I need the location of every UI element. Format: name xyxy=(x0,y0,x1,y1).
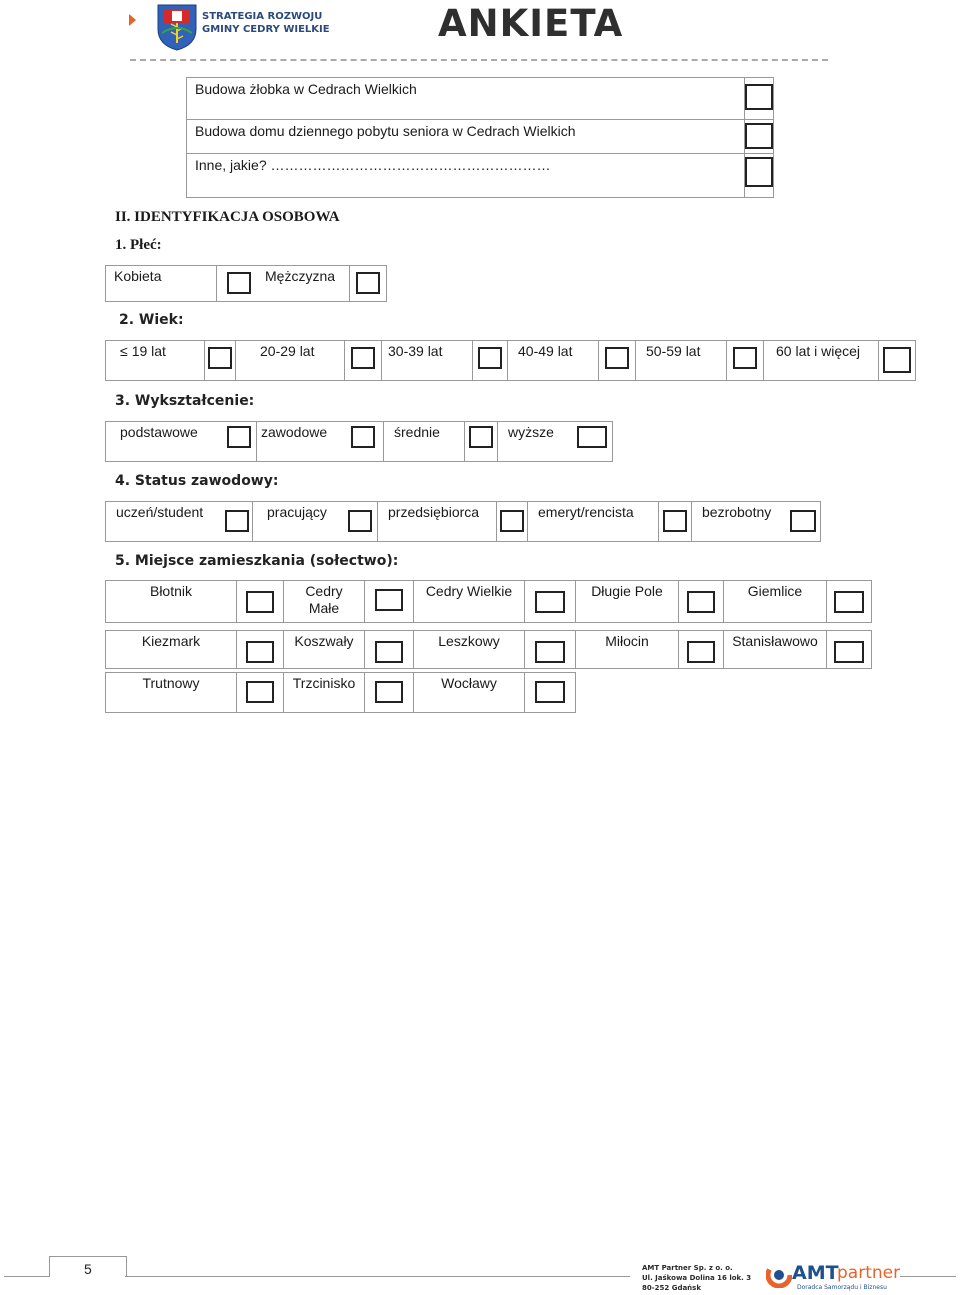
status-title: 4. Status zawodowy: xyxy=(115,473,279,489)
option-text: Budowa żłobka w Cedrach Wielkich xyxy=(195,81,417,97)
option-checkbox-cell xyxy=(745,78,774,120)
option-text: Trzcinisko xyxy=(292,675,356,691)
status-checkbox-cell xyxy=(222,502,253,542)
checkbox[interactable] xyxy=(577,426,607,448)
age-option-label xyxy=(106,341,205,381)
option-text: Kiezmark xyxy=(141,633,201,649)
checkbox[interactable] xyxy=(375,589,403,611)
residence-option-label xyxy=(724,581,827,623)
residence-checkbox-cell xyxy=(679,581,724,623)
education-option-label xyxy=(498,422,573,462)
option-text: Trutnowy xyxy=(142,675,200,691)
age-checkbox-cell xyxy=(345,341,382,381)
checkbox[interactable] xyxy=(883,347,911,373)
age-title: 2. Wiek: xyxy=(119,312,184,328)
checkbox[interactable] xyxy=(687,591,715,613)
gmina-crest-logo xyxy=(156,3,198,56)
option-row-label xyxy=(187,78,745,120)
status-checkbox-cell xyxy=(659,502,692,542)
option-text: 60 lat i więcej xyxy=(776,343,861,359)
option-text: wyższe xyxy=(508,424,554,440)
option-text: 30-39 lat xyxy=(388,343,443,359)
option-text: emeryt/rencista xyxy=(538,504,634,520)
footer-line-middle xyxy=(125,1276,630,1277)
education-checkbox-cell xyxy=(572,422,613,462)
status-checkbox-cell xyxy=(497,502,528,542)
residence-checkbox-cell xyxy=(525,581,576,623)
status-checkbox-cell xyxy=(786,502,821,542)
residence-option-label xyxy=(414,673,525,713)
option-text: bezrobotny xyxy=(702,504,772,520)
footer-line-right xyxy=(900,1276,956,1277)
residence-option-label xyxy=(284,581,365,623)
option-row-label xyxy=(187,120,745,154)
residence-option-label xyxy=(724,631,827,669)
option-text: uczeń/student xyxy=(116,504,204,520)
checkbox[interactable] xyxy=(663,510,687,532)
company-address xyxy=(642,1263,751,1293)
status-option-label xyxy=(378,502,497,542)
checkbox[interactable] xyxy=(535,641,565,663)
logo-line-2: GMINY CEDRY WIELKIE xyxy=(202,24,330,35)
residence-option-label xyxy=(284,673,365,713)
option-text: Leszkowy xyxy=(438,633,500,649)
age-option-label xyxy=(636,341,727,381)
residence-checkbox-cell xyxy=(525,673,576,713)
checkbox[interactable] xyxy=(208,347,232,369)
checkbox[interactable] xyxy=(225,510,249,532)
option-checkbox-cell xyxy=(745,154,774,198)
age-table xyxy=(105,340,916,381)
residence-table-row2 xyxy=(105,630,872,669)
brand-tagline: Doradca Samorządu i Biznesu xyxy=(797,1284,887,1291)
status-checkbox-cell xyxy=(343,502,378,542)
residence-option-label xyxy=(414,631,525,669)
checkbox[interactable] xyxy=(535,591,565,613)
age-option-label xyxy=(236,341,345,381)
option-text: 19 lat xyxy=(131,343,166,359)
checkbox[interactable] xyxy=(834,591,864,613)
gender-option-label xyxy=(261,266,350,302)
checkbox[interactable] xyxy=(351,347,375,369)
age-checkbox-cell xyxy=(205,341,236,381)
education-option-label xyxy=(257,422,344,462)
checkbox[interactable] xyxy=(500,510,524,532)
checkbox[interactable] xyxy=(605,347,629,369)
option-text: 40-49 lat xyxy=(518,343,573,359)
education-checkbox-cell xyxy=(343,422,384,462)
option-text: średnie xyxy=(394,424,440,440)
checkbox[interactable] xyxy=(834,641,864,663)
checkbox[interactable] xyxy=(790,510,816,532)
gender-option-label xyxy=(106,266,217,302)
checkbox[interactable] xyxy=(246,681,274,703)
checkbox[interactable] xyxy=(348,510,372,532)
option-text: 20-29 lat xyxy=(260,343,315,359)
option-text: Błotnik xyxy=(149,583,193,599)
residence-option-label xyxy=(414,581,525,623)
company-name: AMT Partner Sp. z o. o. xyxy=(642,1264,733,1272)
page-title: ANKIETA xyxy=(438,2,624,45)
residence-option-label xyxy=(576,581,679,623)
age-option-label xyxy=(382,341,473,381)
residence-table-row3 xyxy=(105,672,576,713)
brand-partner: partner xyxy=(837,1263,901,1283)
gender-checkbox-cell xyxy=(350,266,387,302)
residence-checkbox-cell xyxy=(365,581,414,623)
option-text: Cedry Małe xyxy=(305,583,343,616)
brand-amt: AMT xyxy=(792,1262,839,1284)
education-title: 3. Wykształcenie: xyxy=(115,393,255,409)
age-checkbox-cell xyxy=(599,341,636,381)
checkbox[interactable] xyxy=(246,641,274,663)
amt-swirl-icon xyxy=(766,1262,792,1288)
education-checkbox-cell xyxy=(222,422,257,462)
residence-option-label xyxy=(576,631,679,669)
option-text: pracujący xyxy=(267,504,327,520)
status-table xyxy=(105,501,821,542)
checkbox[interactable] xyxy=(535,681,565,703)
residence-checkbox-cell xyxy=(365,673,414,713)
residence-checkbox-cell xyxy=(237,581,284,623)
residence-option-label xyxy=(284,631,365,669)
option-text: 50-59 lat xyxy=(646,343,701,359)
status-option-label xyxy=(106,502,223,542)
checkbox[interactable] xyxy=(469,426,493,448)
option-text: podstawowe xyxy=(120,424,198,440)
residence-checkbox-cell xyxy=(525,631,576,669)
page-number-box xyxy=(49,1256,127,1277)
education-table xyxy=(105,421,613,462)
top-options-table xyxy=(186,77,774,198)
checkbox[interactable] xyxy=(351,426,375,448)
residence-checkbox-cell xyxy=(237,631,284,669)
checkbox[interactable] xyxy=(227,426,251,448)
option-text: Giemlice xyxy=(747,583,803,599)
section-title: II. IDENTYFIKACJA OSOBOWA xyxy=(115,209,340,225)
age-checkbox-cell xyxy=(473,341,508,381)
status-option-label xyxy=(692,502,787,542)
residence-option-label xyxy=(106,581,237,623)
checkbox[interactable] xyxy=(687,641,715,663)
residence-checkbox-cell xyxy=(827,581,872,623)
checkbox[interactable] xyxy=(375,681,403,703)
residence-title: 5. Miejsce zamieszkania (sołectwo): xyxy=(115,553,399,569)
footer-line-left xyxy=(4,1276,49,1277)
residence-checkbox-cell xyxy=(679,631,724,669)
residence-table-row1 xyxy=(105,580,872,623)
option-text: Długie Pole xyxy=(591,583,663,599)
age-checkbox-cell xyxy=(727,341,764,381)
residence-option-label xyxy=(106,673,237,713)
less-equal-icon: ≤ xyxy=(120,343,128,359)
status-option-label xyxy=(528,502,659,542)
checkbox[interactable] xyxy=(356,272,380,294)
option-text: Miłocin xyxy=(605,633,649,649)
education-checkbox-cell xyxy=(465,422,498,462)
option-text: Koszwały xyxy=(294,633,354,649)
option-text: Cedry Wielkie xyxy=(425,583,513,599)
checkbox[interactable] xyxy=(745,84,773,110)
age-checkbox-cell xyxy=(879,341,916,381)
company-street: Ul. Jaśkowa Dolina 16 lok. 3 xyxy=(642,1274,752,1282)
logo-line-1: STRATEGIA ROZWOJU xyxy=(202,11,323,22)
logo-text xyxy=(202,10,330,36)
option-text: Inne, jakie? …………………………………………………… xyxy=(195,157,551,173)
checkbox[interactable] xyxy=(478,347,502,369)
residence-checkbox-cell xyxy=(237,673,284,713)
option-text: Mężczyzna xyxy=(265,268,336,284)
checkbox[interactable] xyxy=(733,347,757,369)
checkbox[interactable] xyxy=(745,157,773,187)
option-row-label xyxy=(187,154,745,198)
header-arrow-icon xyxy=(129,14,136,26)
education-option-label xyxy=(106,422,223,462)
checkbox[interactable] xyxy=(227,272,251,294)
checkbox[interactable] xyxy=(375,641,403,663)
option-text: zawodowe xyxy=(261,424,328,440)
option-text: Kobieta xyxy=(114,268,162,284)
page-number: 5 xyxy=(84,1261,92,1277)
option-text: Stanisławowo xyxy=(732,633,818,649)
option-text: Budowa domu dziennego pobytu seniora w Cedrach Wielkich xyxy=(195,123,576,139)
header-divider xyxy=(130,59,828,61)
residence-checkbox-cell xyxy=(827,631,872,669)
checkbox[interactable] xyxy=(745,123,773,149)
option-text: przedsiębiorca xyxy=(388,504,480,520)
residence-option-label xyxy=(106,631,237,669)
age-option-label xyxy=(508,341,599,381)
residence-checkbox-cell xyxy=(365,631,414,669)
age-option-label xyxy=(764,341,879,381)
gender-table xyxy=(105,265,387,302)
option-text: Wocławy xyxy=(441,675,497,691)
option-checkbox-cell xyxy=(745,120,774,154)
company-city: 80-252 Gdańsk xyxy=(642,1284,701,1292)
gender-title: 1. Płeć: xyxy=(115,237,162,253)
education-option-label xyxy=(384,422,465,462)
status-option-label xyxy=(253,502,344,542)
gender-checkbox-cell xyxy=(217,266,262,302)
checkbox[interactable] xyxy=(246,591,274,613)
